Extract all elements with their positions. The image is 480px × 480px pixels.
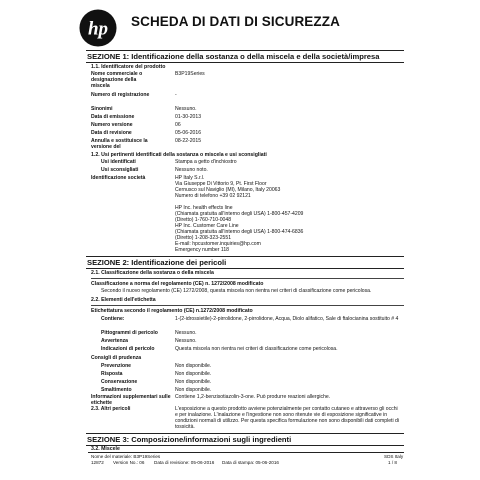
label-trade-name: Nome commerciale o designazione della miscela	[91, 71, 143, 89]
value-uses-advised-against: Nessuno noto.	[175, 167, 208, 173]
label-hazard-pictograms: Pittogrammi di pericolo	[101, 330, 158, 336]
footer-divider	[88, 452, 404, 453]
footer-print-date: Data di stampa: 05-06-2016	[222, 460, 279, 465]
section2-labelling-heading: Etichettatura secondo il regolamento (CE) n.1272/2008 modificato	[91, 308, 253, 314]
section1-sub1: 1.1. Identificatore del prodotto	[91, 64, 166, 70]
company-line: Via Giuseppe Di Vittorio 9, Pt. First Floor	[175, 181, 267, 187]
label-identified-uses: Usi identificati	[101, 159, 136, 165]
section1-sub2: 1.2. Usi pertinenti identificati della sostanza o miscela e usi sconsigliati	[91, 152, 267, 158]
value-storage: Non disponibile.	[175, 379, 212, 385]
value-other-hazards: L'esposizione a questo prodotto avviene potenzialmente per contatto cutaneo e attraverso gli occhi e per inalazione. L'inalazione e l'ingestione non sono ritenute vie di esposizione significative in condizioni normali di utilizzo. Per questa specifica formulazione non sono disponibili dati completi di tossicità.	[175, 406, 399, 430]
company-line: HP Inc. Customer Care Line	[175, 223, 239, 229]
footer-page-number: 1 / 8	[388, 460, 397, 465]
company-emergency-number: Emergency number 118	[175, 247, 229, 253]
company-line: HP Inc. health effects line	[175, 205, 233, 211]
section2-heading: SEZIONE 2: Identificazione dei pericoli	[86, 256, 404, 269]
label-uses-advised-against: Usi sconsigliati	[101, 167, 139, 173]
label-contains: Contiene:	[101, 316, 125, 322]
label-supplementary-info: Informazioni supplementari sulle etichette	[91, 394, 171, 406]
company-line: HP Italy S.r.l.	[175, 175, 205, 181]
company-line: (Diretto) 1-208-323-2551	[175, 235, 232, 241]
footer-revision-date: Data di revisione: 05-06-2016	[154, 460, 215, 465]
value-trade-name: B3P19Series	[175, 71, 205, 77]
hp-logo-icon	[79, 9, 117, 47]
divider	[91, 278, 404, 279]
section2-sub2: 2.2. Elementi dell'etichetta	[91, 297, 156, 303]
document-title: SCHEDA DI DATI DI SICUREZZA	[131, 14, 340, 29]
label-revision-date: Data di revisione	[91, 130, 132, 136]
value-synonyms: Nessuno.	[175, 106, 197, 112]
company-email: E-mail: hpcustomer.inquiries@hp.com	[175, 241, 261, 247]
section3-heading: SEZIONE 3: Composizione/informazioni sugli ingredienti	[86, 433, 404, 446]
company-line: (Chiamata gratuita all'interno degli USA) 1-800-474-6836	[175, 229, 304, 235]
company-line: Cernusco sul Naviglio (MI), Milano, Italy 20063	[175, 187, 281, 193]
label-company-identification: Identificazione società	[91, 175, 146, 181]
label-response: Risposta	[101, 371, 123, 377]
value-prevention: Non disponibile.	[175, 363, 212, 369]
footer-material-name: Nome del materiale: B3P19Series	[91, 454, 161, 459]
value-revision-date: 05-06-2016	[175, 130, 202, 136]
section1-heading: SEZIONE 1: Identificazione della sostanza o della miscela e della società/impresa	[86, 50, 404, 63]
label-storage: Conservazione	[101, 379, 138, 385]
label-version-number: Numero versione	[91, 122, 133, 128]
section2-sub1: 2.1. Classificazione della sostanza o della miscela	[91, 270, 214, 276]
label-disposal: Smaltimento	[101, 387, 132, 393]
value-hazard-pictograms: Nessuno.	[175, 330, 197, 336]
value-response: Non disponibile.	[175, 371, 212, 377]
value-supplementary-info: Contiene 1,2-benzisotiazolin-3-one. Può produrre reazioni allergiche.	[175, 394, 331, 400]
value-contains: 1-(2-idrossietile)-2-pirrolidone, 2-pirrolidone, Acqua, Diolo alifatico, Sale di ftalocianina sostituito # 4	[175, 316, 399, 322]
value-registration-number: -	[175, 92, 177, 98]
value-hazard-statements: Questa miscela non rientra nei criteri di classificazione come pericolosa.	[175, 346, 338, 352]
label-signal-word: Avvertenza	[101, 338, 128, 344]
divider	[91, 305, 404, 306]
section3-sub1: 3.2. Miscele	[91, 446, 120, 452]
label-supersedes: Annulla e sostituisce la versione del	[91, 138, 148, 150]
label-precautionary-statements: Consigli di prudenza	[91, 355, 142, 361]
value-version-number: 06	[175, 122, 181, 128]
hp-logo-text: hp	[87, 18, 109, 40]
company-line: Numero di telefono +39 02 92121	[175, 193, 251, 199]
footer-code: 12872	[91, 460, 104, 465]
footer-version: Version No.: 06	[113, 460, 145, 465]
label-synonyms: Sinonimi	[91, 106, 113, 112]
section2-classification-heading: Classificazione a norma del regolamento (CE) n. 1272/2008 modificato	[91, 281, 264, 287]
label-registration-number: Numero di registrazione	[91, 92, 150, 98]
value-supersedes: 08-22-2015	[175, 138, 202, 144]
company-line: (Diretto) 1-760-710-0048	[175, 217, 232, 223]
label-issue-date: Data di emissione	[91, 114, 135, 120]
footer-sds-label: SDS Italy	[384, 454, 404, 459]
value-identified-uses: Stampa a getto d'inchiostro	[175, 159, 237, 165]
label-prevention: Prevenzione	[101, 363, 132, 369]
value-signal-word: Nessuno.	[175, 338, 197, 344]
section2-classification-text: Secondo il nuovo regolamento (CE) 1272/2008, questa miscela non rientra nei criteri di classificazione come pericolosa.	[101, 288, 372, 294]
label-other-hazards: 2.3. Altri pericoli	[91, 406, 131, 412]
value-issue-date: 01-30-2013	[175, 114, 202, 120]
company-line: (Chiamata gratuita all'interno degli USA) 1-800-457-4209	[175, 211, 304, 217]
value-disposal: Non disponibile.	[175, 387, 212, 393]
label-hazard-statements: Indicazioni di pericolo	[101, 346, 155, 352]
